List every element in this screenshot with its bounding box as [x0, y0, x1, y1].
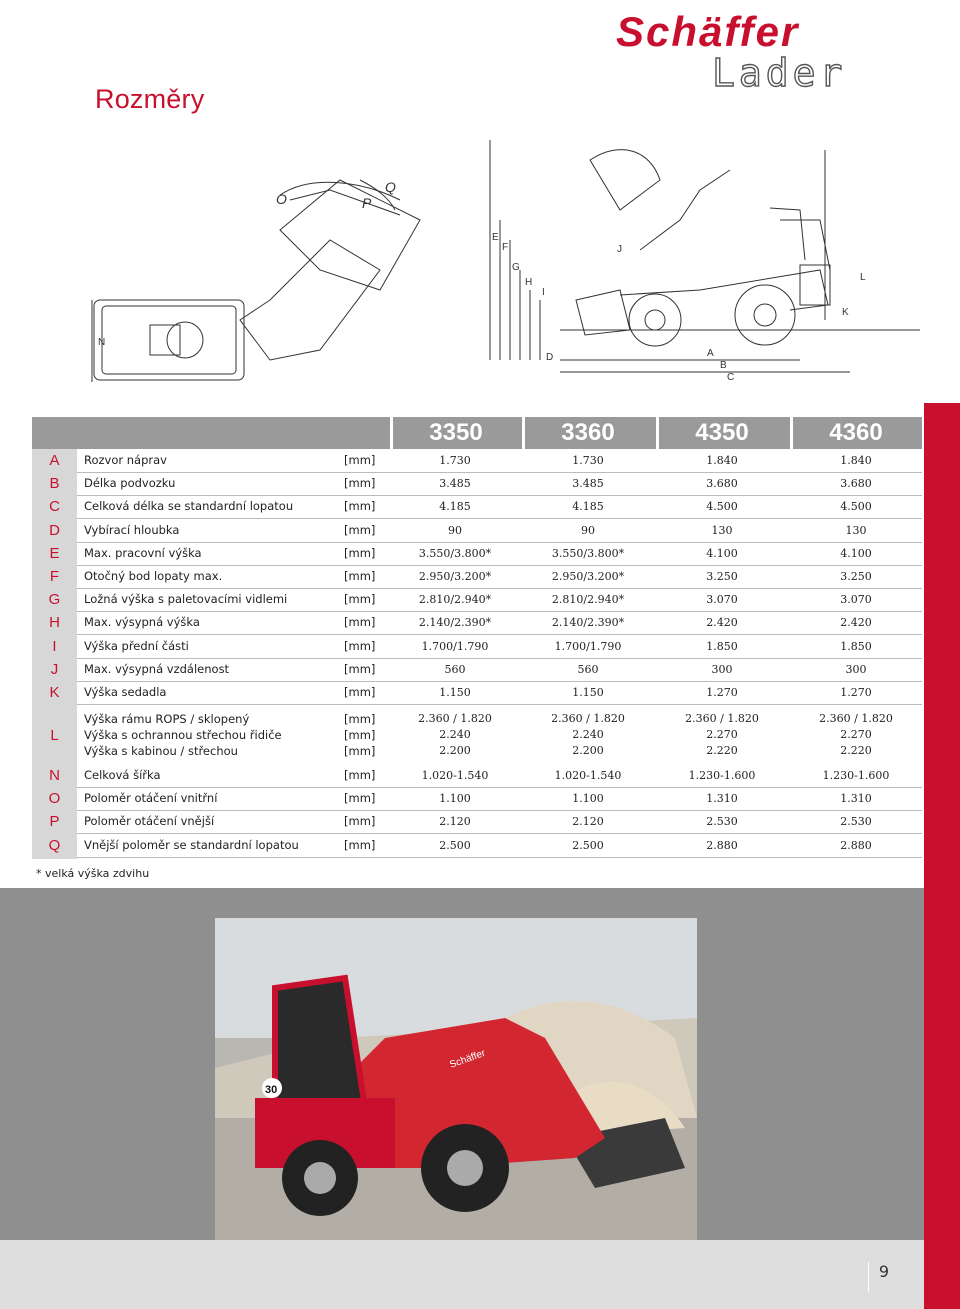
cell-4350: 2.530 [706, 815, 738, 829]
row-label: Max. pracovní výška [84, 545, 202, 560]
label-J: J [617, 244, 622, 255]
cell-3360: 1.100 [572, 792, 604, 806]
cell-4350: 4.500 [706, 500, 738, 514]
row-letter: P [49, 813, 60, 831]
cell-3360: 4.185 [572, 500, 604, 514]
cell-3350: 2.360 / 1.820 [418, 712, 492, 725]
svg-text:Lader: Lader [712, 51, 847, 94]
cell-4350: 3.680 [706, 477, 738, 491]
cell-4360: 2.530 [840, 815, 872, 829]
table-row-F [32, 565, 922, 588]
cell-3350: 2.500 [439, 838, 471, 852]
table-row-Q [32, 834, 922, 857]
row-label: Výška sedadla [84, 685, 167, 699]
model-3350: 3350 [390, 417, 519, 449]
loader-photo [215, 918, 697, 1240]
table-row-P [32, 810, 922, 833]
label-E: E [492, 232, 499, 243]
row-letter: H [49, 614, 60, 632]
row-unit: [mm] [344, 814, 376, 829]
row-letter: C [49, 498, 60, 516]
label-B: B [720, 360, 727, 371]
row-unit: [mm] [344, 522, 376, 537]
table-row-G [32, 588, 922, 611]
cell-3350: 2.240 [439, 728, 471, 741]
cell-4350: 1.310 [706, 792, 738, 806]
model-3360: 3360 [522, 417, 651, 449]
cell-3350: 1.100 [439, 792, 471, 806]
cell-3350: 560 [444, 662, 466, 676]
label-L: L [860, 272, 866, 283]
cell-3360: 2.120 [572, 815, 604, 829]
row-letter: G [48, 591, 61, 609]
cell-3350: 3.485 [439, 477, 471, 491]
row-unit: [mm] [344, 661, 376, 676]
cell-4350: 2.880 [706, 838, 738, 852]
row-label: Celková délka se standardní lopatou [84, 499, 294, 514]
table-row-C [32, 495, 922, 518]
label-C: C [727, 372, 735, 383]
cell-4360: 2.880 [840, 838, 872, 852]
row-letter: I [52, 637, 57, 655]
row-label: Vnější poloměr se standardní lopatou [84, 837, 299, 852]
row-label: Max. výsypná výška [84, 615, 200, 630]
row-label: Délka podvozku [84, 476, 176, 491]
label-K: K [842, 307, 849, 318]
model-4350: 4350 [656, 417, 785, 449]
table-row-K [32, 681, 922, 704]
cell-4350: 1.270 [706, 686, 738, 699]
cell-3350: 2.120 [439, 815, 471, 829]
page-title: Rozměry [95, 84, 205, 114]
cell-4360: 130 [845, 523, 867, 537]
row-L-sub [32, 727, 922, 743]
label-D: D [546, 352, 554, 363]
cell-4350: 130 [711, 523, 733, 537]
cell-3350: 1.730 [439, 454, 471, 467]
row-separator [77, 704, 922, 705]
cell-4360: 2.420 [840, 616, 872, 630]
cell-4360: 1.270 [840, 686, 872, 699]
cell-3350: 2.950/3.200* [418, 570, 492, 583]
row-unit: [mm] [344, 791, 376, 806]
cell-4360: 3.250 [840, 570, 872, 583]
row-unit: [mm] [344, 685, 376, 699]
cell-3360: 1.730 [572, 454, 604, 467]
table-row-L [32, 706, 922, 766]
cell-3360: 2.140/2.390* [551, 616, 625, 630]
row-unit: [mm] [344, 615, 376, 630]
label-N: N [98, 337, 106, 348]
cell-3350: 1.020-1.540 [421, 769, 489, 782]
dimension-diagram [80, 120, 920, 400]
model-4360: 4360 [790, 417, 919, 449]
cell-3360: 2.500 [572, 838, 604, 852]
table-row-J [32, 658, 922, 681]
loader-number-badge: 30 [265, 1084, 278, 1096]
row-unit: [mm] [344, 499, 376, 514]
row-label: Rozvor náprav [84, 453, 167, 467]
row-letter: N [49, 767, 60, 784]
row-letter: B [49, 475, 60, 493]
cell-3350: 2.810/2.940* [418, 593, 492, 607]
cell-3360: 560 [577, 662, 599, 676]
cell-4360: 1.230-1.600 [822, 769, 890, 782]
cell-4360: 1.850 [840, 639, 872, 653]
cell-3360: 90 [581, 523, 595, 537]
row-label: Výška přední části [84, 638, 189, 653]
row-label: Celková šířka [84, 768, 161, 782]
label-Q: Q [385, 179, 396, 195]
cell-4350: 3.070 [706, 593, 738, 607]
row-letter: K [49, 684, 60, 701]
footnote: * velká výška zdvihu [36, 867, 150, 880]
label-G: G [512, 262, 520, 273]
table-row-B [32, 472, 922, 495]
row-label: Výška rámu ROPS / sklopený [84, 712, 250, 726]
cell-4350: 1.230-1.600 [688, 769, 756, 782]
cell-3360: 3.485 [572, 477, 604, 491]
cell-4350: 2.420 [706, 616, 738, 630]
label-P: P [362, 195, 372, 211]
cell-4360: 2.270 [840, 728, 872, 741]
cell-4360: 1.310 [840, 792, 872, 806]
row-letter: F [49, 568, 60, 585]
side-accent-bar [924, 403, 960, 1309]
cell-3350: 1.150 [439, 686, 471, 699]
label-F: F [502, 242, 509, 253]
cell-3350: 2.140/2.390* [418, 616, 492, 630]
row-separator [77, 857, 922, 858]
row-letter: Q [48, 836, 61, 854]
table-row-N [32, 764, 922, 787]
table-row-O [32, 787, 922, 810]
cell-4350: 300 [711, 662, 733, 676]
row-L-sub [32, 711, 922, 727]
cell-4360: 3.070 [840, 593, 872, 607]
row-label: Výška s kabinou / střechou [84, 744, 238, 758]
row-letter: L [50, 727, 59, 744]
table-row-I [32, 635, 922, 658]
label-H: H [525, 277, 533, 288]
row-label: Otočný bod lopaty max. [84, 569, 223, 583]
row-letter: D [49, 521, 60, 539]
cell-4350: 2.360 / 1.820 [685, 712, 759, 725]
table-row-D [32, 519, 922, 542]
cell-3360: 2.810/2.940* [551, 593, 625, 607]
cell-4350: 4.100 [706, 546, 738, 560]
row-letter: A [49, 452, 60, 469]
cell-4350: 1.850 [706, 639, 738, 653]
row-label: Výška s ochrannou střechou řidiče [84, 728, 282, 742]
cell-3350: 4.185 [439, 500, 471, 514]
cell-4350: 3.250 [706, 570, 738, 583]
cell-4360: 4.100 [840, 546, 872, 560]
cell-3360: 2.950/3.200* [551, 570, 625, 583]
row-unit: [mm] [344, 712, 376, 726]
cell-3360: 2.200 [572, 744, 604, 757]
row-label: Vybírací hloubka [84, 522, 180, 537]
row-unit: [mm] [344, 768, 376, 782]
cell-3360: 2.360 / 1.820 [551, 712, 625, 725]
schaffer-lader-logo [612, 6, 922, 94]
table-row-A [32, 449, 922, 472]
row-label: Max. výsypná vzdálenost [84, 661, 230, 676]
cell-3360: 1.150 [572, 686, 604, 699]
page-number: 9 [868, 1262, 899, 1292]
row-unit: [mm] [344, 545, 376, 560]
row-unit: [mm] [344, 476, 376, 491]
label-I: I [542, 287, 545, 298]
cell-3350: 2.200 [439, 744, 471, 757]
cell-3350: 3.550/3.800* [418, 546, 492, 560]
row-letter: J [50, 660, 59, 678]
svg-text:Schäffer: Schäffer [616, 8, 800, 55]
row-L-sub [32, 743, 922, 759]
cell-4350: 1.840 [706, 454, 738, 467]
cell-3360: 2.240 [572, 728, 604, 741]
cell-4350: 2.270 [706, 728, 738, 741]
cell-4360: 1.840 [840, 454, 872, 467]
row-label: Ložná výška s paletovacími vidlemi [84, 592, 288, 607]
table-row-E [32, 542, 922, 565]
cell-4350: 2.220 [706, 744, 738, 757]
cell-4360: 300 [845, 662, 867, 676]
cell-4360: 2.360 / 1.820 [819, 712, 893, 725]
cell-4360: 4.500 [840, 500, 872, 514]
bottom-band [0, 1240, 924, 1309]
row-letter: O [48, 790, 61, 808]
loader-side-text: Schäffer [448, 1047, 487, 1071]
cell-3360: 1.020-1.540 [554, 769, 622, 782]
cell-3350: 1.700/1.790 [421, 639, 489, 653]
cell-3360: 3.550/3.800* [551, 546, 625, 560]
row-unit: [mm] [344, 453, 376, 467]
row-unit: [mm] [344, 837, 376, 852]
row-unit: [mm] [344, 638, 376, 653]
row-unit: [mm] [344, 592, 376, 607]
row-label: Poloměr otáčení vnitřní [84, 791, 218, 806]
cell-3350: 90 [448, 523, 462, 537]
cell-4360: 2.220 [840, 744, 872, 757]
table-row-H [32, 611, 922, 634]
row-unit: [mm] [344, 744, 376, 758]
cell-3360: 1.700/1.790 [554, 639, 622, 653]
label-A: A [707, 348, 714, 359]
row-unit: [mm] [344, 569, 376, 583]
label-O: O [276, 191, 287, 207]
row-letter: E [49, 544, 60, 562]
cell-4360: 3.680 [840, 477, 872, 491]
row-label: Poloměr otáčení vnější [84, 814, 215, 829]
row-unit: [mm] [344, 728, 376, 742]
